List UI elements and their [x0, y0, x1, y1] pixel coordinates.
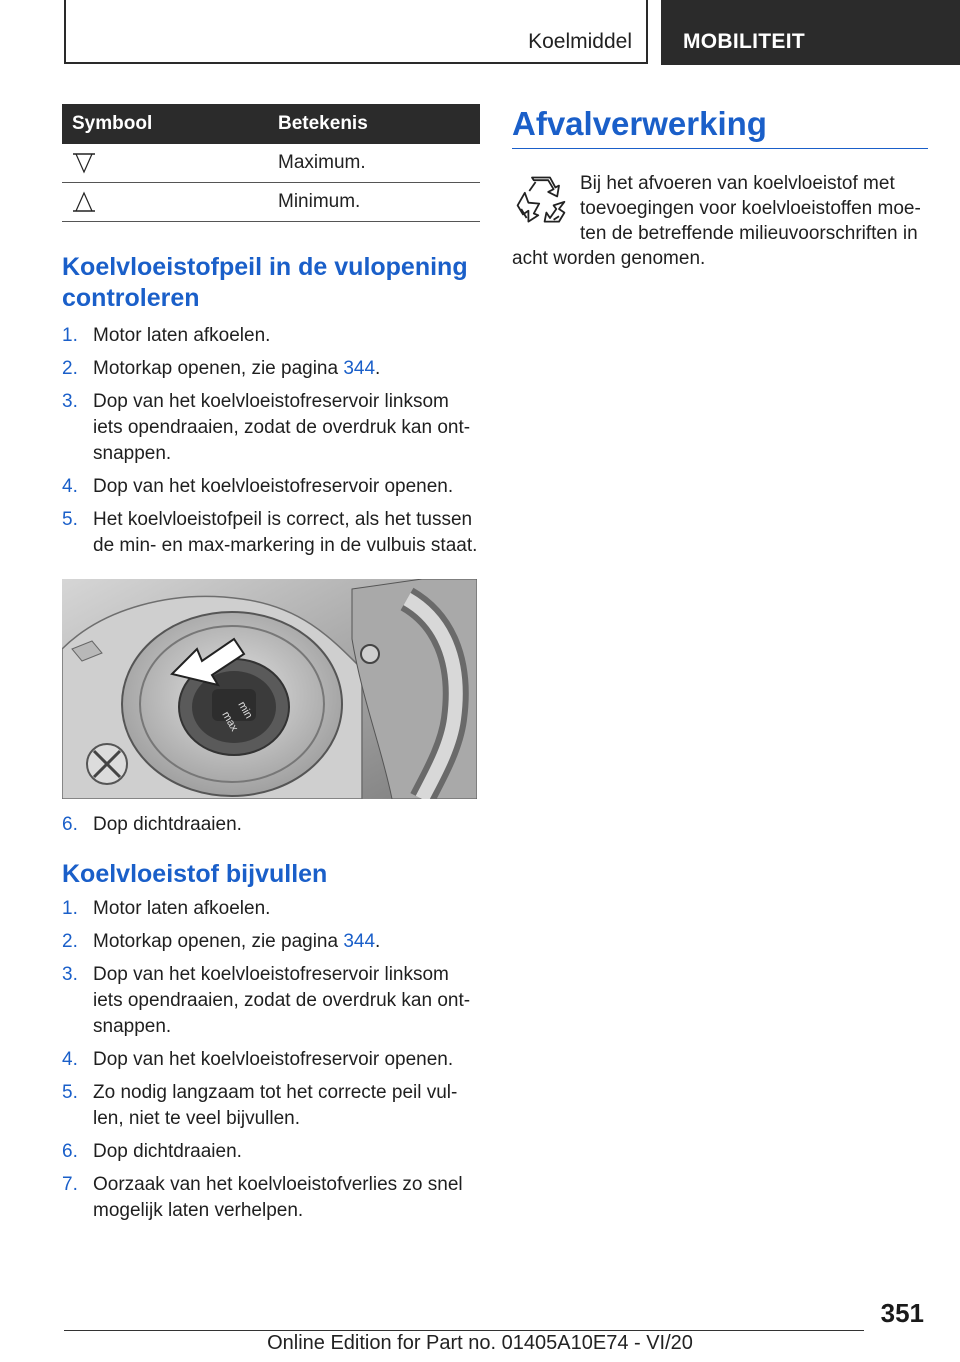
min-mark-icon — [72, 191, 96, 213]
check-section-title: Koelvloeistofpeil in de vulopening controleren — [62, 253, 468, 312]
footer-edition: Online Edition for Part no. 01405A10E74 - VI/20 — [267, 1332, 693, 1354]
list-item: 4. Dop van het koelvloeistofreservoir openen. — [62, 476, 454, 497]
check-steps-list — [62, 323, 480, 559]
list-item: 6. Dop dichtdraaien. — [62, 1141, 242, 1162]
page-link-344[interactable]: 344 — [343, 358, 376, 379]
meaning-maximum: Maximum. — [278, 144, 480, 183]
photo-label-max: max — [219, 709, 241, 734]
list-item: 6. Dop dichtdraaien. — [62, 814, 242, 835]
list-item: 2. Motorkap openen, zie pagina 344. — [62, 931, 381, 952]
symbol-column-header: Symbool — [62, 104, 278, 144]
table-row — [62, 183, 480, 222]
list-item: 3. Dop van het koelvloeistofreservoir linksom iets opendraaien, zodat de overdruk kan ontsnappen. — [62, 964, 471, 1037]
coolant-reservoir-illustration — [62, 579, 477, 799]
disposal-note — [512, 171, 928, 271]
max-mark-icon — [72, 152, 96, 174]
footer-divider — [64, 1330, 864, 1331]
disposal-text: Bij het afvoeren van koelvloeistof met toevoegingen voor koelvloeistoffen moeten de betreffende milieuvoorschriften in acht worden genomen. — [512, 173, 921, 269]
symbol-table-header — [62, 104, 480, 144]
header-chapter-label: MOBILITEIT — [683, 30, 805, 53]
right-column — [512, 104, 928, 271]
meaning-column-header: Betekenis — [278, 104, 480, 144]
list-item: 1. Motor laten afkoelen. — [62, 325, 271, 346]
symbol-table — [62, 104, 480, 222]
page-link-344[interactable]: 344 — [343, 931, 376, 952]
left-column — [62, 104, 480, 1231]
recycle-icon — [514, 173, 568, 227]
fill-steps-list — [62, 896, 480, 1224]
list-item: 1. Motor laten afkoelen. — [62, 898, 271, 919]
header-section-title: Koelmiddel — [528, 30, 632, 53]
disposal-title: Afvalverwerking — [512, 104, 928, 149]
photo-label-min: min — [235, 699, 255, 721]
list-item: 7. Oorzaak van het koelvloeistofverlies zo snel mogelijk laten verhelpen. — [62, 1174, 463, 1221]
list-item: 3. Dop van het koelvloeistofreservoir linksom iets opendraaien, zodat de overdruk kan ontsnappen. — [62, 391, 471, 464]
page-number: 351 — [880, 1298, 924, 1328]
header-chapter-tab[interactable] — [661, 0, 960, 65]
list-item: 4. Dop van het koelvloeistofreservoir openen. — [62, 1049, 454, 1070]
check-steps-list-continued — [62, 812, 480, 838]
list-item: 2. Motorkap openen, zie pagina 344. — [62, 358, 381, 379]
fill-section-title: Koelvloeistof bijvullen — [62, 860, 328, 888]
meaning-minimum: Minimum. — [278, 183, 480, 222]
list-item: 5. Het koelvloeistofpeil is correct, als het tussen de min- en max-markering in de vulbuis staat. — [62, 509, 478, 556]
list-item: 5. Zo nodig langzaam tot het correcte peil vullen, niet te veel bijvullen. — [62, 1082, 458, 1129]
header-section-box — [64, 0, 648, 64]
coolant-reservoir-photo — [62, 579, 477, 799]
table-row — [62, 144, 480, 183]
